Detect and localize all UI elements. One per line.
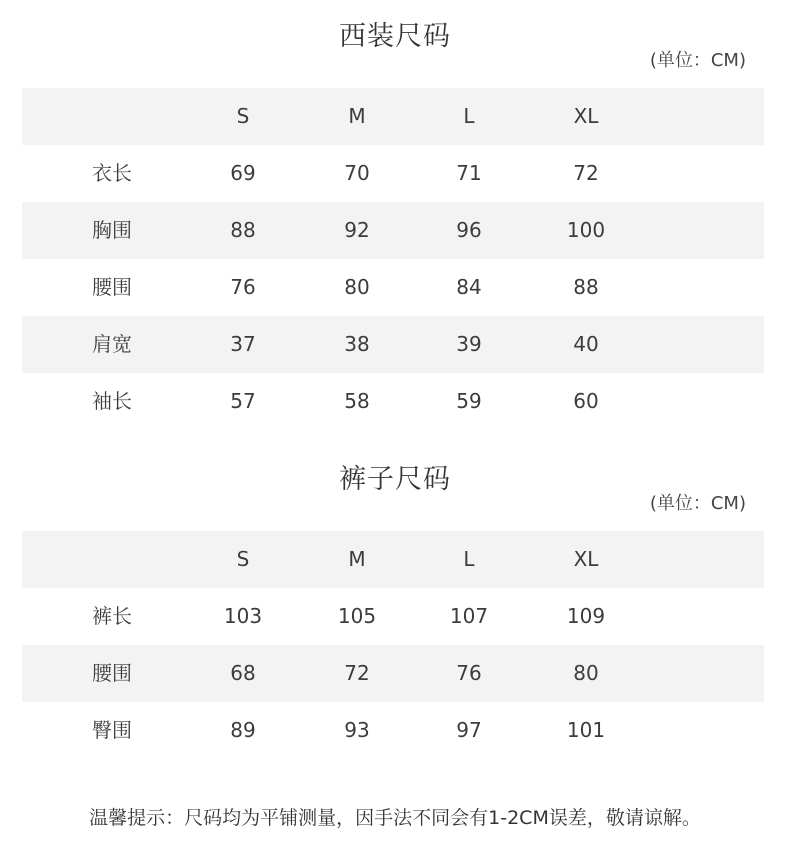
row-label: 肩宽 [92, 332, 132, 356]
table-cell: 76 [456, 661, 482, 685]
table-cell: 37 [230, 332, 256, 356]
table-cell: 100 [566, 218, 606, 242]
row-label: 胸围 [92, 218, 132, 242]
table-cell: 92 [344, 218, 370, 242]
table-cell: 88 [230, 218, 256, 242]
table-cell: 59 [456, 389, 482, 413]
table-cell: 69 [230, 161, 256, 185]
table-cell: 72 [344, 661, 370, 685]
suit-size-title: 西装尺码 [339, 21, 451, 52]
table-cell: 68 [230, 661, 256, 685]
table-cell: 96 [456, 218, 482, 242]
header-cell-m: M [348, 547, 366, 571]
table-row [22, 645, 764, 702]
table-row [22, 588, 764, 645]
table-cell: 103 [223, 604, 263, 628]
table-row [22, 145, 764, 202]
header-cell-l: L [463, 547, 475, 571]
table-cell: 60 [573, 389, 599, 413]
table-row [22, 316, 764, 373]
suit-unit-label: (单位：CM) [649, 50, 746, 71]
table-cell: 76 [230, 275, 256, 299]
table-cell: 70 [344, 161, 370, 185]
measurement-note: 温馨提示：尺码均为平铺测量，因手法不同会有1-2CM误差，敬请谅解。 [89, 807, 701, 829]
table-cell: 40 [573, 332, 599, 356]
table-cell: 88 [573, 275, 599, 299]
suit-size-table [22, 88, 764, 430]
header-cell-s: S [236, 104, 250, 128]
header-cell-s: S [236, 547, 250, 571]
table-cell: 71 [456, 161, 482, 185]
table-cell: 57 [230, 389, 256, 413]
table-row [22, 202, 764, 259]
row-label: 袖长 [92, 389, 132, 413]
table-cell: 72 [573, 161, 599, 185]
table-cell: 80 [344, 275, 370, 299]
row-label: 腰围 [92, 661, 132, 685]
table-cell: 80 [573, 661, 599, 685]
header-cell-l: L [463, 104, 475, 128]
table-cell: 58 [344, 389, 370, 413]
table-row [22, 373, 764, 430]
table-row [22, 702, 764, 759]
table-cell: 107 [449, 604, 489, 628]
table-cell: 39 [456, 332, 482, 356]
table-header-row [22, 531, 764, 588]
table-cell: 93 [344, 718, 370, 742]
table-cell: 38 [344, 332, 370, 356]
row-label: 衣长 [92, 161, 132, 185]
table-cell: 101 [566, 718, 606, 742]
header-cell-m: M [348, 104, 366, 128]
pants-size-title: 裤子尺码 [339, 464, 451, 495]
header-cell-xl: XL [573, 104, 599, 128]
pants-size-table [22, 531, 764, 759]
table-cell: 84 [456, 275, 482, 299]
table-cell: 89 [230, 718, 256, 742]
row-label: 裤长 [92, 604, 132, 628]
table-cell: 97 [456, 718, 482, 742]
header-cell-xl: XL [573, 547, 599, 571]
table-cell: 105 [337, 604, 377, 628]
table-header-row [22, 88, 764, 145]
row-label: 腰围 [92, 275, 132, 299]
pants-unit-label: (单位：CM) [649, 493, 746, 514]
row-label: 臀围 [92, 718, 132, 742]
table-row [22, 259, 764, 316]
table-cell: 109 [566, 604, 606, 628]
